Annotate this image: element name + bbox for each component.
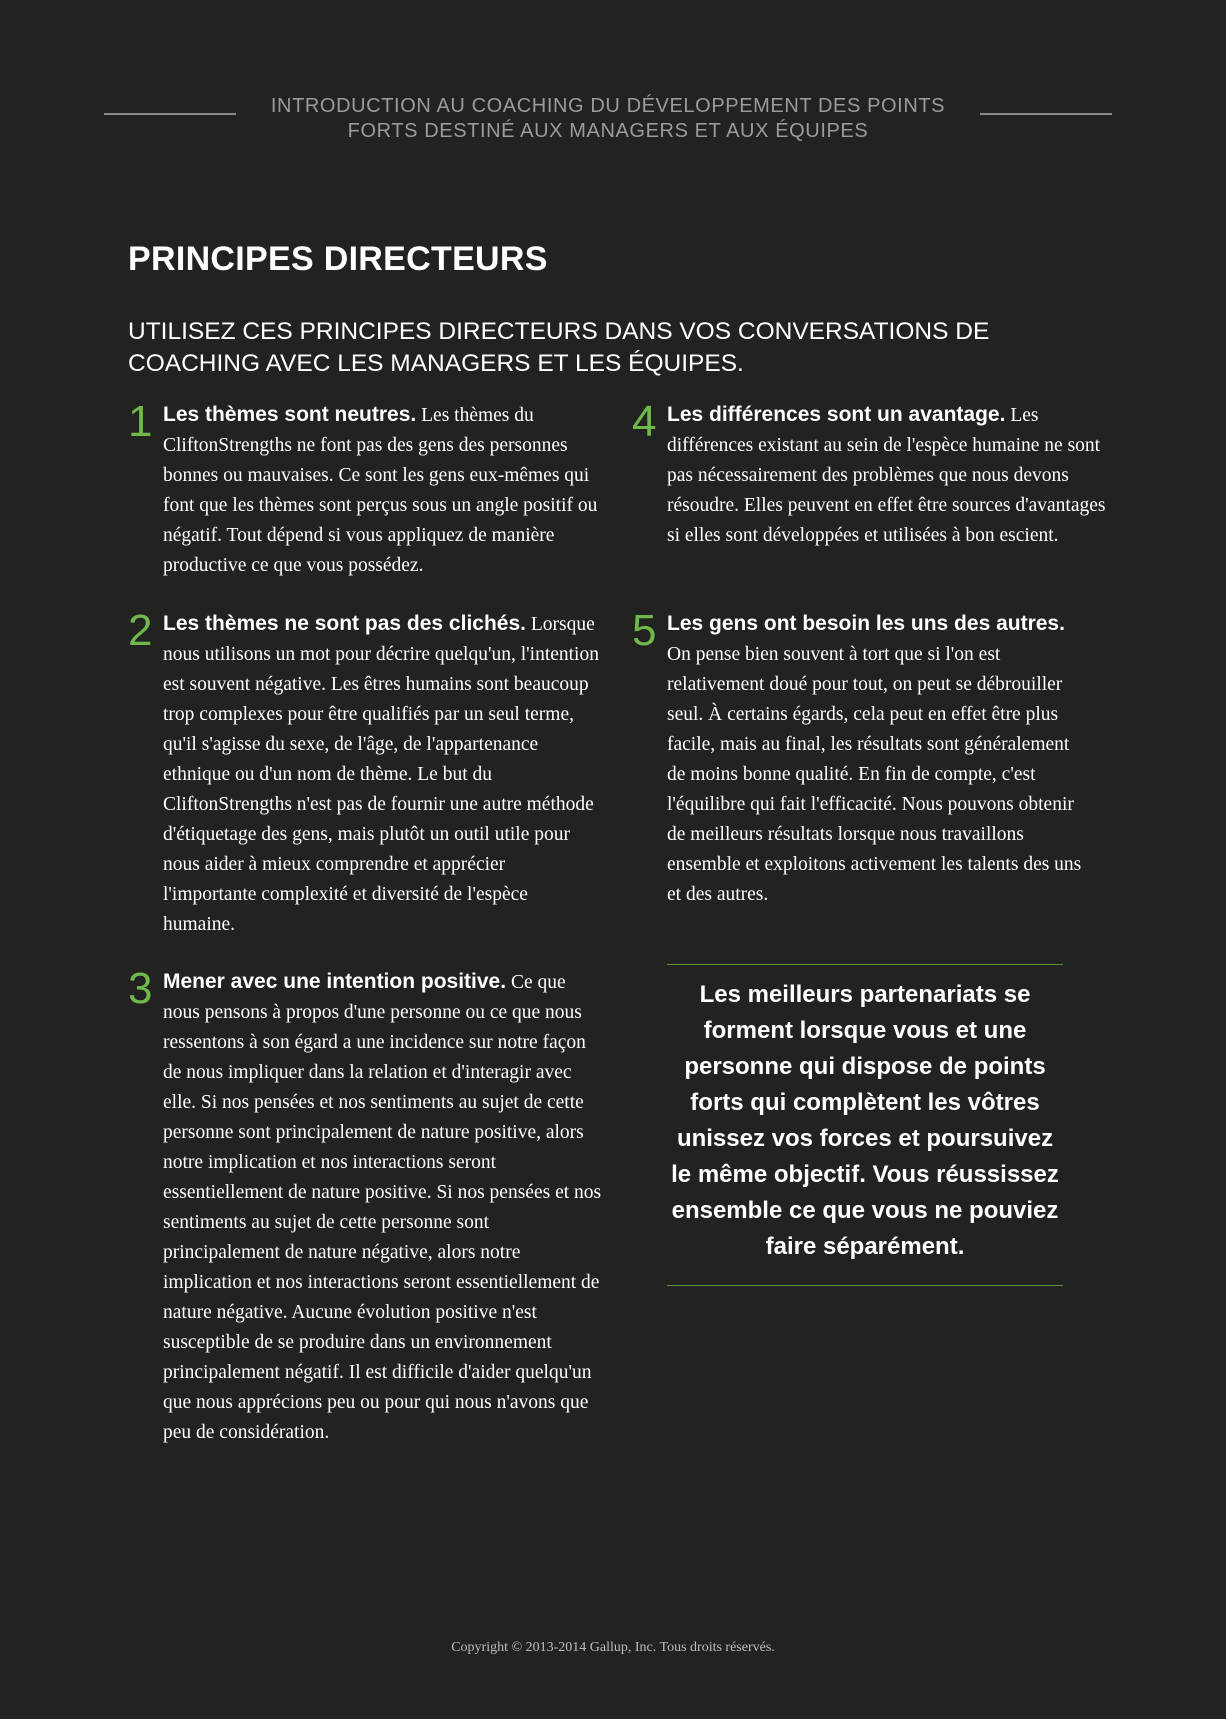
principle-number: 4 bbox=[632, 397, 657, 446]
pull-quote: Les meilleurs partenariats se forment lorsque vous et une personne qui dispose de points forts qui complètent les vôtres unissez vos forces et poursuivez le même objectif. Vous réussissez ensemble ce que vous ne pouviez faire séparément. bbox=[667, 964, 1063, 1286]
header-rule-right bbox=[980, 113, 1112, 115]
principle-number: 5 bbox=[632, 606, 657, 655]
principle-lead: Les différences sont un avantage. bbox=[667, 403, 1006, 426]
document-title: INTRODUCTION AU COACHING DU DÉVELOPPEMENT DES POINTS FORTS DESTINÉ AUX MANAGERS ET AUX ÉQUIPES bbox=[270, 95, 946, 142]
principle-body: On pense bien souvent à tort que si l'on est relativement doué pour tout, on peut se débrouiller seul. À certains égards, cela peut en effet être plus facile, mais au final, les résultats sont généralement de moins bonne qualité. En fin de compte, c'est l'équilibre qui fait l'efficacité. Nous pouvons obtenir de meilleurs résultats lorsque nous travaillons ensemble et exploitons activement les talents des uns et des autres. bbox=[667, 644, 1082, 905]
principle-text bbox=[667, 609, 1087, 910]
principle-number: 2 bbox=[128, 606, 153, 655]
principle-number: 1 bbox=[128, 397, 153, 446]
principle-lead: Les thèmes ne sont pas des clichés. bbox=[163, 612, 526, 635]
principle-lead: Mener avec une intention positive. bbox=[163, 970, 507, 993]
principle-text bbox=[163, 609, 603, 940]
page-subtitle: UTILISEZ CES PRINCIPES DIRECTEURS DANS VOS CONVERSATIONS DE COACHING AVEC LES MANAGERS ET LES ÉQUIPES. bbox=[128, 318, 990, 377]
principle-lead: Les thèmes sont neutres. bbox=[163, 403, 417, 426]
principle-number: 3 bbox=[128, 964, 153, 1013]
principle-lead: Les gens ont besoin les uns des autres. bbox=[667, 612, 1065, 635]
header-rule-left bbox=[104, 113, 236, 115]
principle-body: Les thèmes du CliftonStrengths ne font pas des gens des personnes bonnes ou mauvaises. Ce sont les gens eux-mêmes qui font que les thèmes sont perçus sous un angle positif ou négatif. Tout dépend si vous appliquez de manière productive ce que vous possédez. bbox=[163, 405, 598, 576]
page-title: PRINCIPES DIRECTEURS bbox=[128, 240, 548, 278]
principle-body: Ce que nous pensons à propos d'une personne ou ce que nous ressentons à son égard a une incidence sur notre façon de nous impliquer dans la relation et d'interagir avec elle. Si nos pensées et nos sentiments au sujet de cette personne sont principalement de nature positive, alors notre implication et nos interactions seront essentiellement de nature positive. Si nos pensées et nos sentiments au sujet de cette personne sont principalement de nature négative, alors notre implication et nos interactions seront essentiellement de nature négative. Aucune évolution positive n'est susceptible de se produire dans un environnement principalement négatif. Il est difficile d'aider quelqu'un que nous apprécions peu ou pour qui nous n'avons que peu de considération. bbox=[163, 972, 602, 1443]
document-header bbox=[104, 94, 1112, 144]
principle-body: Lorsque nous utilisons un mot pour décrire quelqu'un, l'intention est souvent négative. Les êtres humains sont beaucoup trop complexes pour être qualifiés par un seul terme, qu'il s'agisse du sexe, de l'âge, de l'appartenance ethnique ou d'un nom de thème. Le but du CliftonStrengths n'est pas de fournir une autre méthode d'étiquetage des gens, mais plutôt un outil utile pour nous aider à mieux comprendre et apprécier l'importante complexité et diversité de l'espèce humaine. bbox=[163, 614, 599, 935]
principle-text bbox=[667, 400, 1107, 551]
principle-body: Les différences existant au sein de l'espèce humaine ne sont pas nécessairement des problèmes que nous devons résoudre. Elles peuvent en effet être sources d'avantages si elles sont développées et utilisées à bon escient. bbox=[667, 405, 1106, 546]
principle-text bbox=[163, 967, 603, 1448]
principle-text bbox=[163, 400, 603, 581]
copyright-footer: Copyright © 2013-2014 Gallup, Inc. Tous droits réservés. bbox=[451, 1640, 775, 1655]
